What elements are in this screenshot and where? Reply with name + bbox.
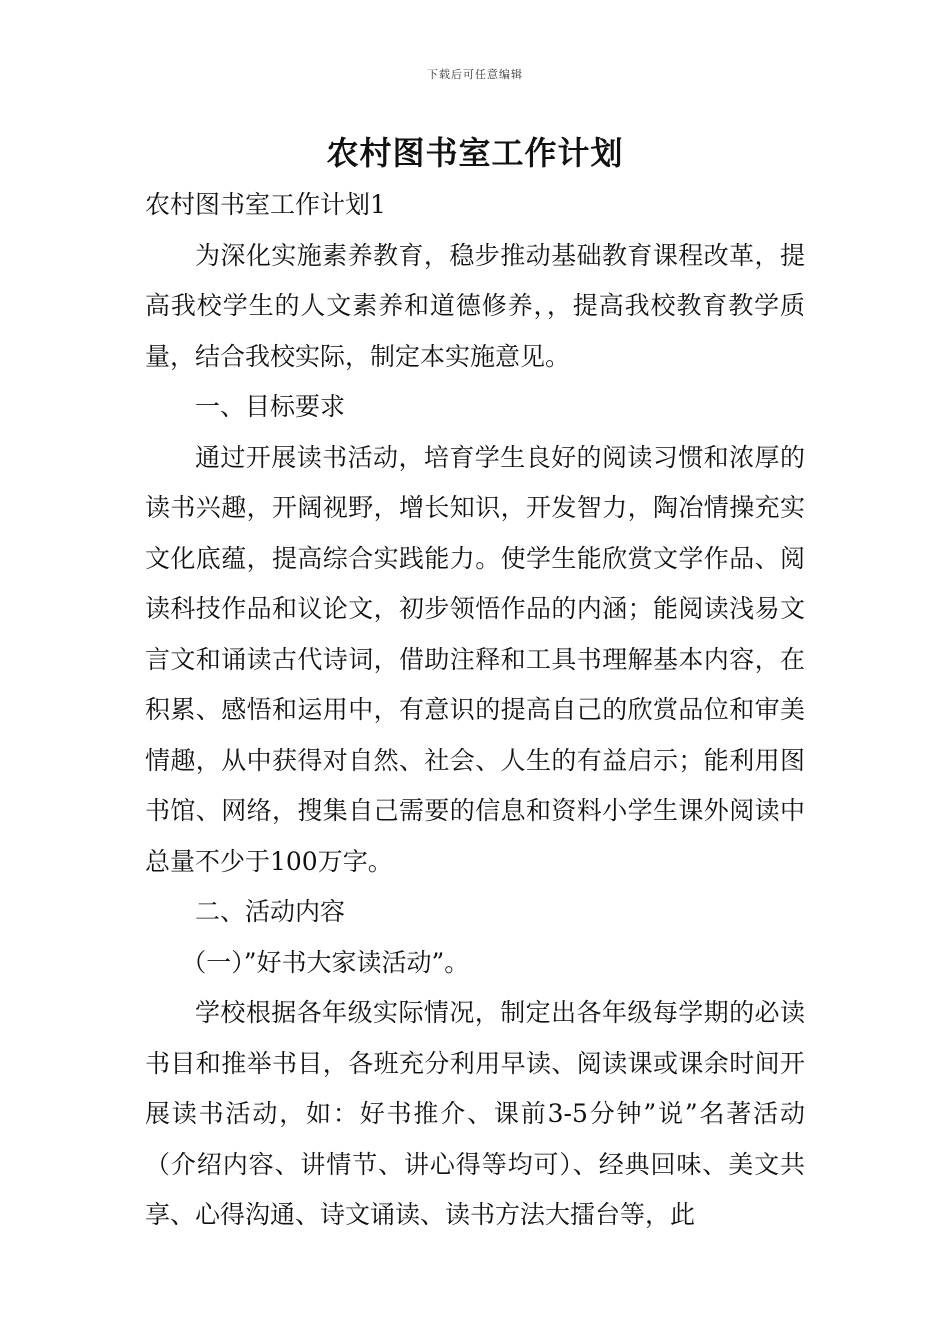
document-body (145, 180, 805, 1241)
subtitle-line: 农村图书室工作计划1 (145, 190, 386, 219)
paragraph-good-books: 学校根据各年级实际情况，制定出各年级每学期的必读书目和推举书目，各班充分利用早读、阅读课或课余时间开展读书活动，如：好书推介、课前3-5分钟”说”名著活动（介绍内容、讲情节、讲心得等均可）、经典回味、美文共享、心得沟通、诗文诵读、读书方法大擂台等，此 (145, 998, 805, 1229)
paragraph-goals: 通过开展读书活动，培育学生良好的阅读习惯和浓厚的读书兴趣，开阔视野，增长知识，开发智力，陶冶情操充实文化底蕴，提高综合实践能力。使学生能欣赏文学作品、阅读科技作品和议论文，初步领悟作品的内涵；能阅读浅易文言文和诵读古代诗词，借助注释和工具书理解基本内容，在积累、感悟和运用中，有意识的提高自己的欣赏品位和审美情趣，从中获得对自然、社会、人生的有益启示；能利用图书馆、网络，搜集自己需要的信息和资料小学生课外阅读中总量不少于100万字。 (145, 442, 805, 876)
header-note: 下载后可任意编辑 (427, 68, 523, 81)
subsection-heading-good-books: （一）”好书大家读活动”。 (181, 947, 470, 977)
document-title: 农村图书室工作计划 (326, 134, 624, 172)
section-heading-goals: 一、目标要求 (195, 392, 346, 421)
section-heading-activities: 二、活动内容 (195, 897, 346, 926)
paragraph-intro: 为深化实施素养教育，稳步推动基础教育课程改革，提高我校学生的人文素养和道德修养，，提高我校教育教学质量，结合我校实际，制定本实施意见。 (145, 240, 805, 371)
